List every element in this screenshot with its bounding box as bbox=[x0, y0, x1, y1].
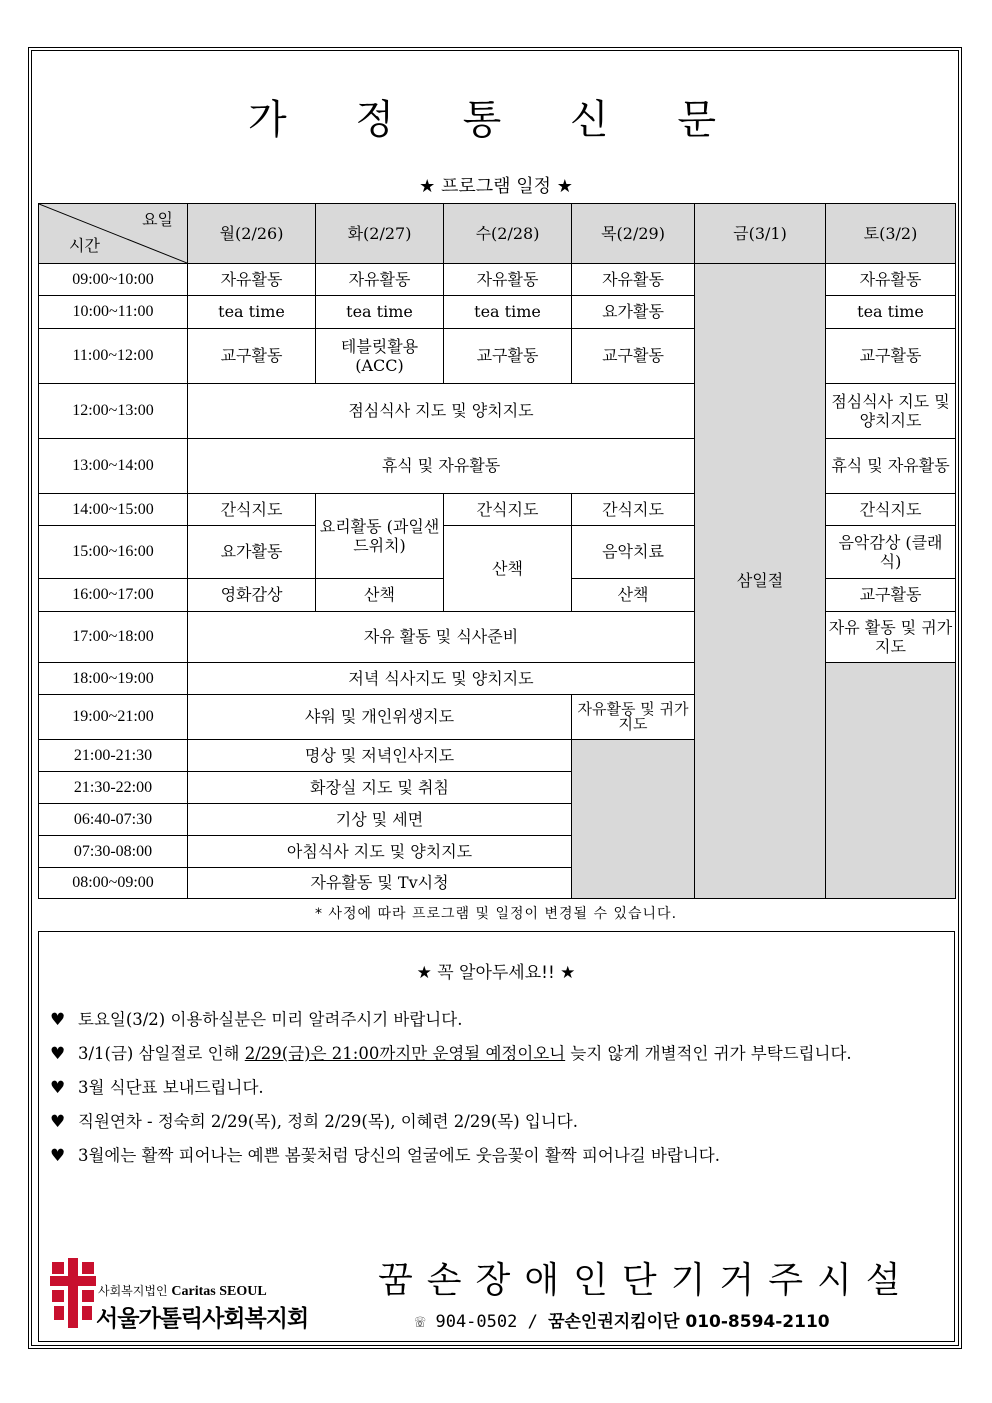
notice-list bbox=[50, 1003, 930, 1173]
schedule-cell: 음악치료 bbox=[572, 526, 695, 579]
notice-text: 직원연차 - 정숙희 2/29(목), 정희 2/29(목), 이혜련 2/29(목) 입니다. bbox=[78, 1112, 578, 1131]
schedule-span-cell: 휴식 및 자유활동 bbox=[188, 439, 695, 494]
schedule-span-cell: 점심식사 지도 및 양치지도 bbox=[188, 384, 695, 439]
time-cell: 19:00~21:00 bbox=[39, 695, 188, 740]
schedule-cell: 산책 bbox=[572, 579, 695, 612]
rights-team-contact: 꿈손인권지킴이단 010-8594-2110 bbox=[548, 1312, 830, 1332]
org-prefix: 사회복지법인 bbox=[98, 1284, 168, 1298]
schedule-cell: 휴식 및 자유활동 bbox=[826, 439, 956, 494]
notice-text: 늦지 않게 개별적인 귀가 부탁드립니다. bbox=[565, 1044, 852, 1063]
org-brand: Caritas SEOUL bbox=[171, 1284, 267, 1299]
phone-number: ☏ 904-0502 / bbox=[415, 1312, 538, 1332]
time-cell: 21:30-22:00 bbox=[39, 772, 188, 804]
schedule-span-cell: 아침식사 지도 및 양치지도 bbox=[188, 836, 572, 868]
time-cell: 09:00~10:00 bbox=[39, 264, 188, 296]
notice-text: 3월 식단표 보내드립니다. bbox=[78, 1078, 264, 1097]
time-label: 시간 bbox=[69, 235, 100, 255]
day-header: 목(2/29) bbox=[572, 204, 695, 264]
schedule-cell: 요가활동 bbox=[572, 296, 695, 329]
schedule-cell: 요가활동 bbox=[188, 526, 316, 579]
heart-icon: ♥ bbox=[50, 1044, 66, 1064]
table-row bbox=[39, 264, 956, 296]
day-header: 수(2/28) bbox=[444, 204, 572, 264]
schedule-subtitle: ★ 프로그램 일정 ★ bbox=[419, 176, 573, 197]
time-cell: 16:00~17:00 bbox=[39, 579, 188, 612]
heart-icon: ♥ bbox=[50, 1078, 66, 1098]
time-cell: 15:00~16:00 bbox=[39, 526, 188, 579]
time-cell: 18:00~19:00 bbox=[39, 663, 188, 695]
schedule-span-cell: 저녁 식사지도 및 양치지도 bbox=[188, 663, 695, 695]
time-cell: 14:00~15:00 bbox=[39, 494, 188, 526]
notice-underlined-text: 2/29(금)은 21:00까지만 운영될 예정이오니 bbox=[244, 1044, 566, 1063]
schedule-cell: 자유활동 bbox=[444, 264, 572, 296]
empty-gray-cell bbox=[572, 740, 695, 899]
schedule-cell: 자유활동 및 귀가지도 bbox=[572, 695, 695, 740]
notice-text: 3/1(금) 삼일절로 인해 bbox=[78, 1044, 245, 1063]
schedule-cell: 요리활동 (과일샌드위치) bbox=[316, 494, 444, 579]
day-header: 화(2/27) bbox=[316, 204, 444, 264]
schedule-cell: 간식지도 bbox=[826, 494, 956, 526]
schedule-cell: 간식지도 bbox=[188, 494, 316, 526]
schedule-cell: 자유활동 bbox=[188, 264, 316, 296]
caritas-logo-icon bbox=[48, 1258, 98, 1328]
notice-item bbox=[50, 1105, 930, 1139]
schedule-cell: 영화감상 bbox=[188, 579, 316, 612]
page-title: 가 정 통 신 문 bbox=[247, 97, 745, 143]
time-cell: 10:00~11:00 bbox=[39, 296, 188, 329]
heart-icon: ♥ bbox=[50, 1010, 66, 1030]
schedule-cell: 점심식사 지도 및 양치지도 bbox=[826, 384, 956, 439]
schedule-span-cell: 화장실 지도 및 취침 bbox=[188, 772, 572, 804]
contact-info bbox=[415, 1307, 830, 1332]
header-corner-cell bbox=[39, 204, 188, 264]
notice-item bbox=[50, 1139, 930, 1173]
schedule-cell: 교구활동 bbox=[572, 329, 695, 384]
schedule-span-cell: 자유활동 및 Tv시청 bbox=[188, 868, 572, 899]
schedule-cell: tea time bbox=[188, 296, 316, 329]
day-label: 요일 bbox=[142, 210, 173, 229]
schedule-cell: 교구활동 bbox=[826, 579, 956, 612]
schedule-cell: tea time bbox=[826, 296, 956, 329]
schedule-span-cell: 명상 및 저녁인사지도 bbox=[188, 740, 572, 772]
notice-text: 토요일(3/2) 이용하실분은 미리 알려주시기 바랍니다. bbox=[78, 1010, 463, 1029]
time-cell: 06:40-07:30 bbox=[39, 804, 188, 836]
org-subtitle bbox=[98, 1282, 267, 1300]
notice-item bbox=[50, 1071, 930, 1105]
schedule-cell: 교구활동 bbox=[826, 329, 956, 384]
time-cell: 07:30-08:00 bbox=[39, 836, 188, 868]
day-header: 금(3/1) bbox=[695, 204, 826, 264]
time-cell: 08:00~09:00 bbox=[39, 868, 188, 899]
schedule-span-cell: 샤워 및 개인위생지도 bbox=[188, 695, 572, 740]
notice-item bbox=[50, 1003, 930, 1037]
schedule-span-cell: 기상 및 세면 bbox=[188, 804, 572, 836]
day-header: 월(2/26) bbox=[188, 204, 316, 264]
notice-item bbox=[50, 1037, 930, 1071]
facility-name: 꿈손장애인단기거주시설 bbox=[378, 1260, 915, 1301]
schedule-cell: 자유활동 bbox=[316, 264, 444, 296]
notice-title: ★ 꼭 알아두세요!! ★ bbox=[416, 963, 576, 983]
time-cell: 12:00~13:00 bbox=[39, 384, 188, 439]
heart-icon: ♥ bbox=[50, 1146, 66, 1166]
schedule-cell: 자유활동 bbox=[826, 264, 956, 296]
schedule-cell: 산책 bbox=[444, 526, 572, 612]
schedule-cell: 테블릿활용 (ACC) bbox=[316, 329, 444, 384]
holiday-cell: 삼일절 bbox=[695, 264, 826, 899]
schedule-cell: tea time bbox=[316, 296, 444, 329]
schedule-cell: 간식지도 bbox=[444, 494, 572, 526]
heart-icon: ♥ bbox=[50, 1112, 66, 1132]
notice-text: 3월에는 활짝 피어나는 예쁜 봄꽃처럼 당신의 얼굴에도 웃음꽃이 활짝 피어나길 바랍니다. bbox=[78, 1146, 720, 1165]
schedule-cell: 자유활동 bbox=[572, 264, 695, 296]
org-name: 서울가톨릭사회복지회 bbox=[96, 1306, 309, 1332]
time-cell: 11:00~12:00 bbox=[39, 329, 188, 384]
schedule-cell: 자유 활동 및 귀가지도 bbox=[826, 612, 956, 663]
schedule-cell: 교구활동 bbox=[444, 329, 572, 384]
schedule-change-note: * 사정에 따라 프로그램 및 일정이 변경될 수 있습니다. bbox=[314, 906, 678, 922]
table-header-row bbox=[39, 204, 956, 264]
time-cell: 17:00~18:00 bbox=[39, 612, 188, 663]
schedule-cell: 산책 bbox=[316, 579, 444, 612]
day-header: 토(3/2) bbox=[826, 204, 956, 264]
time-cell: 21:00-21:30 bbox=[39, 740, 188, 772]
time-cell: 13:00~14:00 bbox=[39, 439, 188, 494]
schedule-cell: 교구활동 bbox=[188, 329, 316, 384]
empty-gray-cell bbox=[826, 663, 956, 899]
schedule-span-cell: 자유 활동 및 식사준비 bbox=[188, 612, 695, 663]
schedule-cell: 음악감상 (클래식) bbox=[826, 526, 956, 579]
schedule-table bbox=[38, 203, 956, 899]
schedule-cell: tea time bbox=[444, 296, 572, 329]
schedule-cell: 간식지도 bbox=[572, 494, 695, 526]
